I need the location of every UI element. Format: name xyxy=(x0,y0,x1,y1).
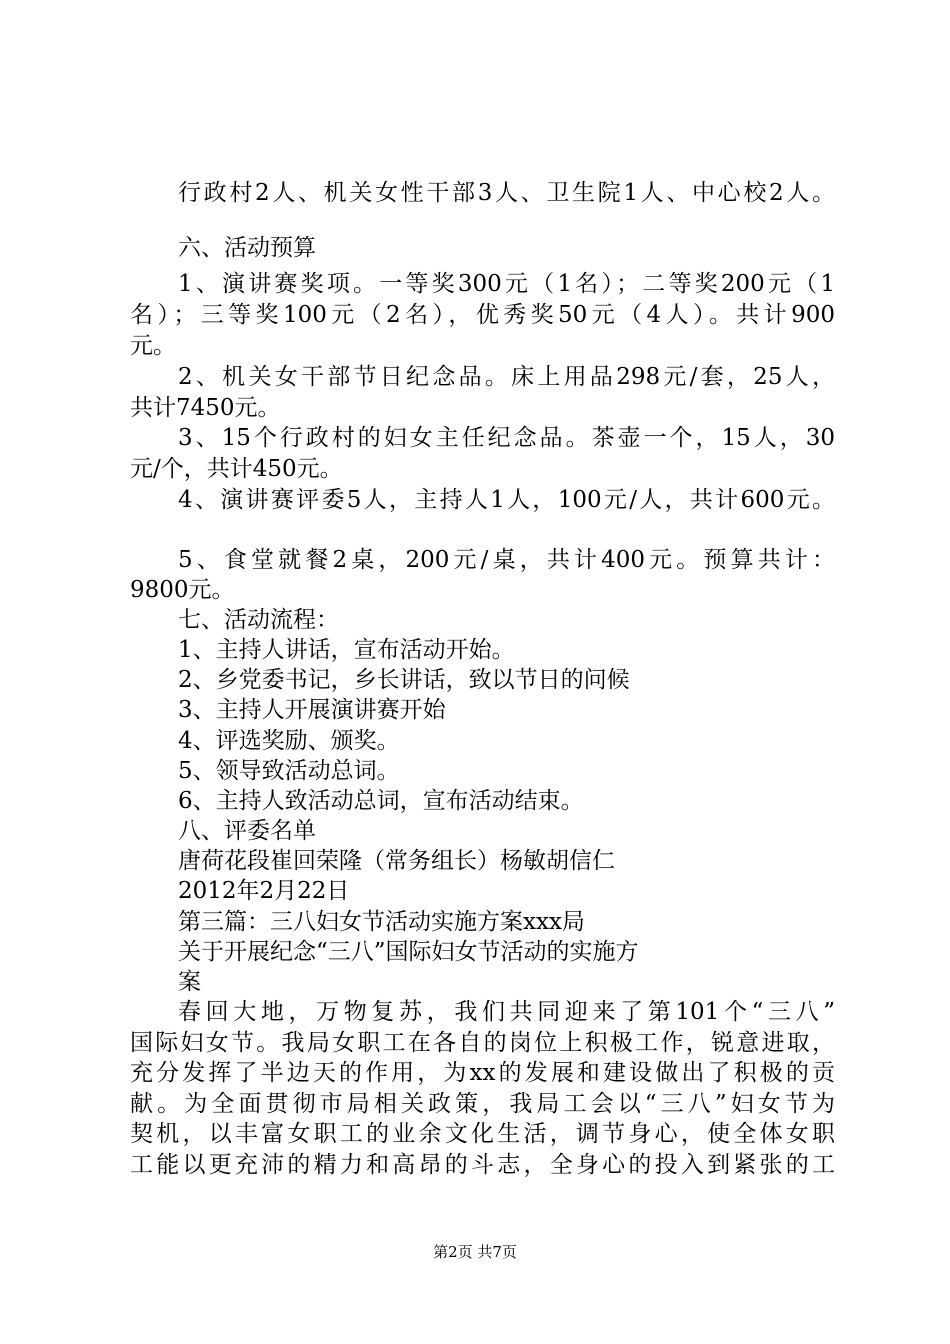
list-item: 6、主持人致活动总词，宣布活动结束。 xyxy=(178,788,584,814)
text-line: 行政村2人、机关女性干部3人、卫生院1人、中心校2人。 xyxy=(178,180,835,206)
text-line: 充分发挥了半边天的作用，为xx的发展和建设做出了积极的贡 xyxy=(130,1060,835,1086)
text-line: 元/个，共计450元。 xyxy=(130,456,343,482)
text-line: 5、食堂就餐2桌，200元/桌，共计400元。预算共计： xyxy=(178,547,835,573)
text-line: 共计7450元。 xyxy=(130,395,281,421)
document-title: 案 xyxy=(178,969,201,995)
text-line: 春回大地，万物复苏，我们共同迎来了第101个“三八” xyxy=(178,999,835,1025)
text-line: 4、演讲赛评委5人，主持人1人，100元/人，共计600元。 xyxy=(178,487,835,513)
text-line: 契机，以丰富女职工的业余文化生活，调节身心，使全体女职 xyxy=(130,1121,835,1147)
text-line: 元。 xyxy=(130,333,176,359)
text-line: 1、演讲赛奖项。一等奖300元（1名）；二等奖200元（1 xyxy=(178,271,835,297)
text-line: 献。为全面贯彻市局相关政策，我局工会以“三八”妇女节为 xyxy=(130,1091,835,1117)
list-item: 1、主持人讲话，宣布活动开始。 xyxy=(178,637,515,663)
chapter-title: 第三篇：三八妇女节活动实施方案xxx局 xyxy=(178,909,585,935)
text-line: 3、15个行政村的妇女主任纪念品。茶壶一个，15人，30 xyxy=(178,425,835,451)
text-line: 名）；三等奖100元（2名），优秀奖50元（4人）。共计900 xyxy=(130,302,835,328)
list-item: 3、主持人开展演讲赛开始 xyxy=(178,697,446,723)
section-heading: 六、活动预算 xyxy=(178,235,316,261)
date-line: 2012年2月22日 xyxy=(178,878,350,904)
judges-list: 唐荷花段崔回荣隆（常务组长）杨敏胡信仁 xyxy=(178,848,615,874)
text-line: 国际妇女节。我局女职工在各自的岗位上积极工作，锐意进取， xyxy=(130,1030,835,1056)
section-heading: 八、评委名单 xyxy=(178,818,316,844)
list-item: 2、乡党委书记，乡长讲话，致以节日的问候 xyxy=(178,667,630,693)
document-title: 关于开展纪念“三八”国际妇女节活动的实施方 xyxy=(178,939,639,965)
section-heading: 七、活动流程： xyxy=(178,607,339,633)
list-item: 4、评选奖励、颁奖。 xyxy=(178,728,400,754)
list-item: 5、领导致活动总词。 xyxy=(178,758,400,784)
text-line: 工能以更充沛的精力和高昂的斗志，全身心的投入到紧张的工 xyxy=(130,1152,835,1178)
page-footer: 第2页 共7页 xyxy=(433,1243,517,1261)
text-line: 9800元。 xyxy=(130,577,235,603)
text-line: 2、机关女干部节日纪念品。床上用品298元/套，25人， xyxy=(178,364,835,390)
